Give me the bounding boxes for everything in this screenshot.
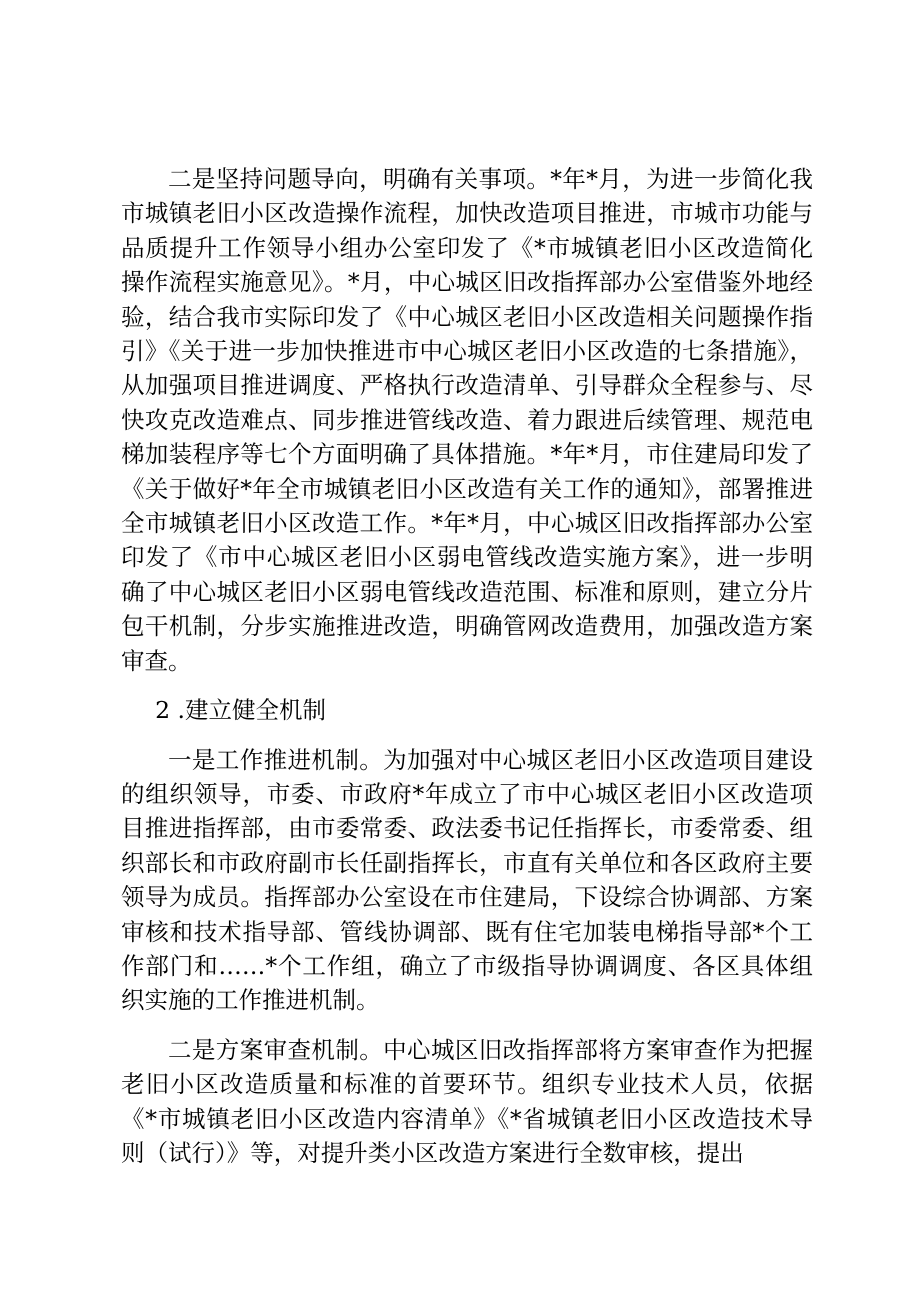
paragraph-problem-oriented: 二是坚持问题导向，明确有关事项。*年*月，为进一步简化我市城镇老旧小区改造操作流程，加快改造项目推进，市城市功能与品质提升工作领导小组办公室印发了《*市城镇老旧小区改造简化操作流程实施意见》。*月，中心城区旧改指挥部办公室借鉴外地经验，结合我市实际印发了《中心城区老旧小区改造相关问题操作指引》《关于进一步加快推进市中心城区老旧小区改造的七条措施》，从加强项目推进调度、严格执行改造清单、引导群众全程参与、尽快攻克改造难点、同步推进管线改造、着力跟进后续管理、规范电梯加装程序等七个方面明确了具体措施。*年*月，市住建局印发了《关于做好*年全市城镇老旧小区改造有关工作的通知》，部署推进全市城镇老旧小区改造工作。*年*月，中心城区旧改指挥部办公室印发了《市中心城区老旧小区弱电管线改造实施方案》，进一步明确了中心城区老旧小区弱电管线改造范围、标准和原则，建立分片包干机制，分步实施推进改造，明确管网改造费用，加强改造方案审查。 xyxy=(121,165,813,675)
section-heading-mechanism: 2 .建立健全机制 xyxy=(155,696,326,725)
document-body xyxy=(121,162,813,1185)
paragraph-review-mechanism: 二是方案审查机制。中心城区旧改指挥部将方案审查作为把握老旧小区改造质量和标准的首要环节。组织专业技术人员，依据《*市城镇老旧小区改造内容清单》《*省城镇老旧小区改造技术导则（试行）》等，对提升类小区改造方案进行全数审核，提出 xyxy=(121,1035,813,1167)
paragraph-work-mechanism: 一是工作推进机制。为加强对中心城区老旧小区改造项目建设的组织领导，市委、市政府*年成立了市中心城区老旧小区改造项目推进指挥部，由市委常委、政法委书记任指挥长，市委常委、组织部长和市政府副市长任副指挥长，市直有关单位和各区政府主要领导为成员。指挥部办公室设在市住建局，下设综合协调部、方案审核和技术指导部、管线协调部、既有住宅加装电梯指导部*个工作部门和……*个工作组，确立了市级指导协调调度、各区具体组织实施的工作推进机制。 xyxy=(121,745,813,1015)
